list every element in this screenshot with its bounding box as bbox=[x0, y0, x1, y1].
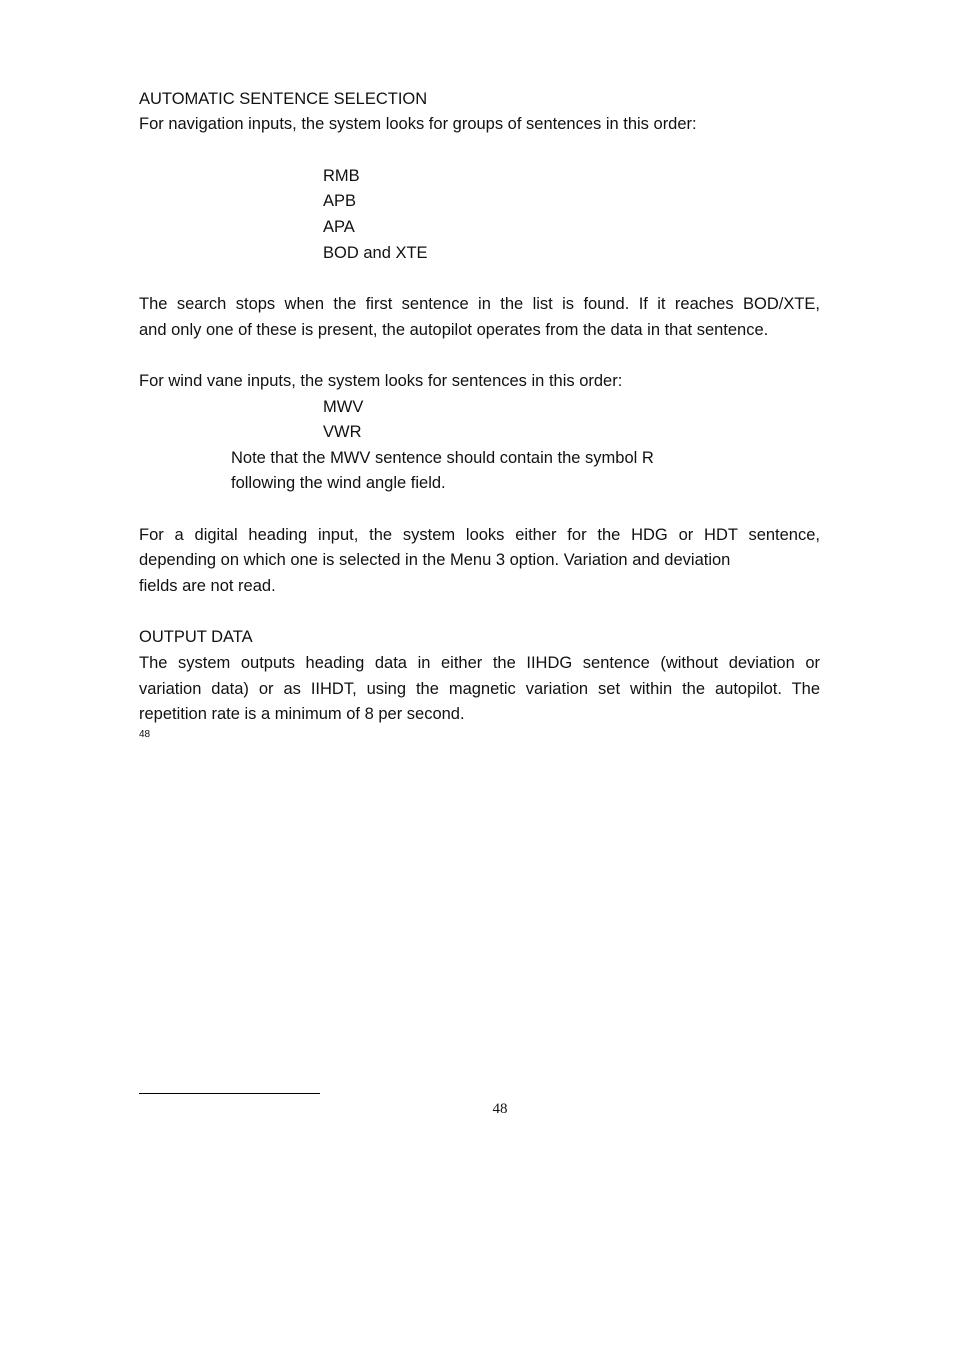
sentence-list-item: RMB bbox=[323, 167, 360, 185]
wind-sentence-item: VWR bbox=[323, 423, 362, 441]
sentence-list-item: BOD and XTE bbox=[323, 244, 428, 262]
section-heading-output: OUTPUT DATA bbox=[139, 628, 253, 646]
heading-paragraph-line: fields are not read. bbox=[139, 577, 276, 595]
output-paragraph-line: The system outputs heading data in either the IIHDG sentence (without deviation or bbox=[139, 654, 820, 672]
page-number: 48 bbox=[492, 1101, 508, 1117]
navigation-intro-text: For navigation inputs, the system looks for groups of sentences in this order: bbox=[139, 115, 697, 133]
output-paragraph-line: variation data) or as IIHDT, using the magnetic variation set within the autopilot. The bbox=[139, 680, 820, 698]
wind-intro-text: For wind vane inputs, the system looks for sentences in this order: bbox=[139, 372, 623, 390]
footnote-marker: 48 bbox=[139, 729, 151, 740]
search-paragraph-line: The search stops when the first sentence in the list is found. If it reaches BOD/XTE, bbox=[139, 295, 820, 313]
output-paragraph-line: repetition rate is a minimum of 8 per second. bbox=[139, 705, 465, 723]
wind-sentence-item: MWV bbox=[323, 398, 364, 416]
heading-paragraph-line: depending on which one is selected in the Menu 3 option. Variation and deviation bbox=[139, 551, 731, 569]
wind-note-line: following the wind angle field. bbox=[231, 474, 446, 492]
footnote-divider bbox=[139, 1093, 320, 1094]
section-heading-automatic: AUTOMATIC SENTENCE SELECTION bbox=[139, 90, 428, 108]
sentence-list-item: APA bbox=[323, 218, 355, 236]
sentence-list-item: APB bbox=[323, 192, 357, 210]
search-paragraph-line: and only one of these is present, the autopilot operates from the data in that sentence. bbox=[139, 321, 769, 339]
heading-paragraph-line: For a digital heading input, the system looks either for the HDG or HDT sentence, bbox=[139, 526, 820, 544]
wind-note-line: Note that the MWV sentence should contain the symbol R bbox=[231, 449, 654, 467]
